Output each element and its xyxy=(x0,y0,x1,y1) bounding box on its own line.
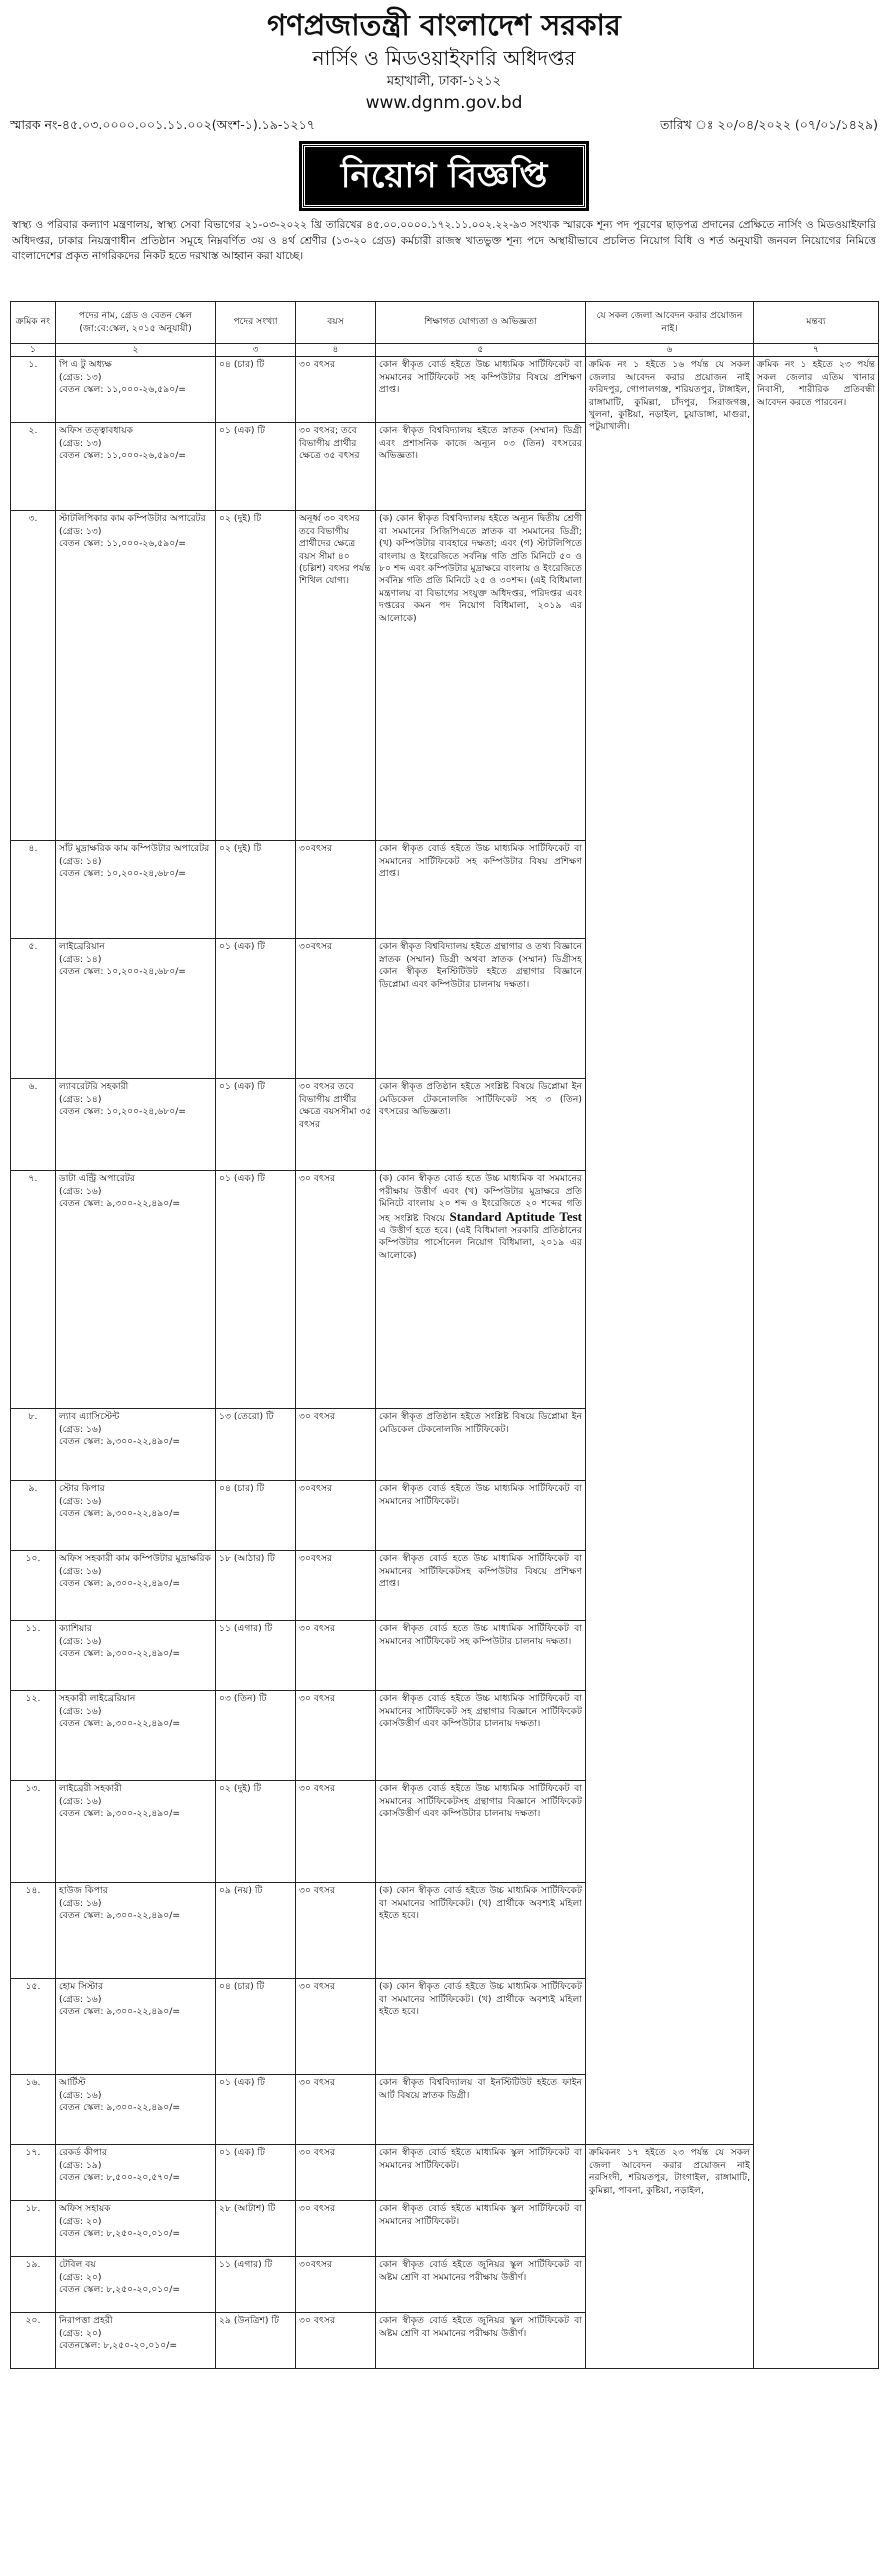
age-cell: ৩০ বৎসর; তবে বিভাগীয় প্রার্থীর ক্ষেত্রে ৩৫ বৎসর xyxy=(296,423,376,511)
count-cell: ০১ (এক) টি xyxy=(216,423,296,511)
age-cell: ৩০ বৎসর xyxy=(296,2145,376,2201)
post-cell xyxy=(56,1551,216,1621)
post-scale: বেতন স্কেল: ৮,৫০০-২০,৫৭০/= xyxy=(59,2172,181,2184)
post-scale: বেতন স্কেল: ৯,৩০০-২২,৪৯০/= xyxy=(59,1578,181,1590)
post-grade: (গ্রেড: ১৪) xyxy=(59,953,102,965)
colnum: ২ xyxy=(56,344,216,357)
serial-cell: ৬. xyxy=(11,1079,56,1171)
qualification-cell: কোন স্বীকৃত বোর্ড হতে উচ্চ মাধ্যমিক সার্টিফিকেট বা সমমানের সার্টিফিকেট সহ কম্পিউটার চালনায় দক্ষতা। xyxy=(376,1621,586,1691)
count-cell: ০১ (এক) টি xyxy=(216,1171,296,1409)
count-cell: ১৩ (তেরো) টি xyxy=(216,1409,296,1481)
post-grade: (গ্রেড: ২০) xyxy=(59,2271,102,2283)
post-grade: (গ্রেড: ১৪) xyxy=(59,855,102,867)
districts-group2-cell: ক্রমিকনং ১৭ হইতে ২৩ পর্যন্ত যে সকল জেলা আবেদন করার প্রয়োজন নাই নরসিংদী, শরিয়তপুর, টাংগাইল, রাঙ্গামাটি, কুমিল্লা, পাবনা, কুষ্টিয়া, নড়াইল, xyxy=(586,2145,754,2369)
colnum: ৫ xyxy=(376,344,586,357)
qualification-cell: কোন স্বীকৃত বোর্ড হইতে মাধ্যমিক স্কুল সার্টিফিকেট বা সমমানের সার্টিফিকেট। xyxy=(376,2201,586,2257)
post-cell xyxy=(56,1171,216,1409)
post-name: লাইব্রেরী সহকারী xyxy=(59,1783,122,1795)
count-cell: ০৪ (চার) টি xyxy=(216,1979,296,2075)
qualification-cell: কোন স্বীকৃত বোর্ড হইতে উচ্চ মাধ্যমিক সার্টিফিকেট বা সমমানের সার্টিফিকেটসহ গ্রন্থাগার বিজ্ঞানে সার্টিফিকেট কোর্সউত্তীর্ণ এবং কম্পিউটার চালনায় দক্ষতা। xyxy=(376,1781,586,1883)
header-serial: ক্রমিক নং xyxy=(11,302,56,344)
age-cell: ৩০ বৎসর xyxy=(296,1883,376,1979)
age-cell: ৩০ বৎসর xyxy=(296,2201,376,2257)
serial-cell: ২. xyxy=(11,423,56,511)
age-cell: ৩০বৎসর xyxy=(296,1481,376,1551)
post-scale: বেতন স্কেল: ৯,৩০০-২২,৪৯০/= xyxy=(59,1648,181,1660)
header-remarks: মন্তব্য xyxy=(754,302,879,344)
post-scale: বেতন স্কেল: ৮,২৫০-২০,০১০/= xyxy=(59,2284,181,2296)
age-cell: ৩০ বৎসর xyxy=(296,1781,376,1883)
post-scale: বেতন স্কেল: ৯,৩০০-২২,৪৯০/= xyxy=(59,1718,181,1730)
age-cell: ৩০ বৎসর তবে বিভাগীয় প্রার্থীর ক্ষেত্রে বয়সসীমা ৩৫ বৎসর xyxy=(296,1079,376,1171)
post-name: সাঁট মুদ্রাক্ষরিক কাম কম্পিউটার অপারেটর xyxy=(59,843,210,855)
post-name: পি এ টু অধ্যক্ষ xyxy=(59,359,112,371)
post-grade: (গ্রেড: ১৬) xyxy=(59,1423,102,1435)
serial-cell: ৭. xyxy=(11,1171,56,1409)
post-grade: (গ্রেড: ২০) xyxy=(59,2215,102,2227)
qualification-cell: (ক) কোন স্বীকৃত বোর্ড হইতে উচ্চ মাধ্যমিক সার্টিফিকেট বা সমমানের সার্টিফিকেট। (খ) প্রার্থীকে অবশ্যই মহিলা হইতে হবে। xyxy=(376,1883,586,1979)
post-cell xyxy=(56,2075,216,2145)
post-name: ক্যাশিয়ার xyxy=(59,1623,92,1635)
age-cell: ৩০ বৎসর xyxy=(296,1409,376,1481)
memo-number: স্মারক নং-৪৫.০৩.০০০০.০০১.১১.০০২(অংশ-১).১৯-১২১৭ xyxy=(10,117,315,132)
post-name: ডাটা এন্ট্রি অপারেটর xyxy=(59,1173,135,1185)
qualification-text-a: (ক) কোন স্বীকৃত বোর্ড হতে উচ্চ মাধ্যমিক বা সমমানের পরীক্ষায় উত্তীর্ণ এবং (খ) কম্পিউটার মুদ্রাক্ষরে প্রতি মিনিটে বাংলায় ২০ শব্দ ও ইংরেজিতে ২০ শব্দের গতি সহ সংশ্লিষ্ট বিষয়ে xyxy=(379,1173,582,1224)
count-cell: ০২ (দুই) টি xyxy=(216,511,296,841)
post-cell xyxy=(56,357,216,423)
post-name: হোম সিস্টার xyxy=(59,1981,103,1993)
post-grade: (গ্রেড: ১৬) xyxy=(59,1897,102,1909)
count-cell: ০১ (এক) টি xyxy=(216,2075,296,2145)
header-post: পদের নাম, গ্রেড ও বেতন স্কেল (জা:বে:স্কেল, ২০১৫ অনুযায়ী) xyxy=(56,302,216,344)
standard-aptitude-test: Standard Aptitude Test xyxy=(449,1208,582,1224)
age-cell: অনূর্ধ্ব ৩০ বৎসর তবে বিভাগীয় প্রার্থীদের ক্ষেত্রে বয়স সীমা ৪০ (চল্লিশ) বৎসর পর্যন্ত শিথিল যোগ্য। xyxy=(296,511,376,841)
post-name: নিরাপত্তা প্রহরী xyxy=(59,2315,113,2327)
colnum: ৬ xyxy=(586,344,754,357)
post-scale: বেতন স্কেল: ৯,৩০০-২২,৪৯০/= xyxy=(59,1198,181,1210)
post-scale: বেতন স্কেল: ৯,৩০০-২২,৪৯০/= xyxy=(59,2006,181,2018)
count-cell: ০৪ (চার) টি xyxy=(216,1481,296,1551)
header-districts: যে সকল জেলা আবেদন করার প্রয়োজন নাই। xyxy=(586,302,754,344)
post-scale: বেতন স্কেল: ১০,২০০-২৪,৬৮০/= xyxy=(59,868,186,880)
post-scale: বেতন স্কেল: ১০,২০০-২৪,৬৮০/= xyxy=(59,966,186,978)
serial-cell: ১৭. xyxy=(11,2145,56,2201)
post-cell xyxy=(56,1079,216,1171)
post-scale: বেতন স্কেল: ৯,৩০০-২২,৪৯০/= xyxy=(59,1508,181,1520)
qualification-cell: কোন স্বীকৃত বোর্ড হইতে জুনিয়র স্কুল সার্টিফিকেট বা অষ্টম শ্রেণি বা সমমানের পরীক্ষায় উত্তীর্ণ। xyxy=(376,2313,586,2369)
count-cell: ২৮ (আটাশ) টি xyxy=(216,2201,296,2257)
count-cell: ১১ (এগার) টি xyxy=(216,2257,296,2313)
post-name: রেকর্ড কীপার xyxy=(59,2147,107,2159)
post-grade: (গ্রেড: ১৬) xyxy=(59,1185,102,1197)
post-grade: (গ্রেড: ১৬) xyxy=(59,1495,102,1507)
post-cell xyxy=(56,2201,216,2257)
qualification-cell: (ক) কোন স্বীকৃত বোর্ড হইতে উচ্চ মাধ্যমিক সার্টিফিকেট বা সমমানের সার্টিফিকেট। (খ) প্রার্থীকে অবশ্যই মহিলা হইতে হবে। xyxy=(376,1979,586,2075)
serial-cell: ১৪. xyxy=(11,1883,56,1979)
serial-cell: ১৩. xyxy=(11,1781,56,1883)
count-cell: ০১ (এক) টি xyxy=(216,1079,296,1171)
post-cell xyxy=(56,2313,216,2369)
serial-cell: ৩. xyxy=(11,511,56,841)
age-cell: ৩০ বৎসর xyxy=(296,357,376,423)
count-cell: ২৯ (উনত্রিশ) টি xyxy=(216,2313,296,2369)
post-cell xyxy=(56,1691,216,1781)
post-name: স্টাটলিপিকার কাম কম্পিউটার অপারেটর xyxy=(59,513,206,525)
qualification-cell: কোন স্বীকৃত বোর্ড হইতে উচ্চ মাধ্যমিক সার্টিফিকেট বা সমমানের সার্টিফিকেট সহ গ্রন্থাগার বিজ্ঞানে সার্টিফিকেট কোর্সউত্তীর্ণ এবং কম্পিউটার চালনায় দক্ষতা। xyxy=(376,1691,586,1781)
post-grade: (গ্রেড: ১৩) xyxy=(59,437,102,449)
qualification-cell: কোন স্বীকৃত বোর্ড হইতে জুনিয়র স্কুল সার্টিফিকেট বা অষ্টম শ্রেণি বা সমমানের পরীক্ষায় উত্তীর্ণ। xyxy=(376,2257,586,2313)
qualification-cell: কোন স্বীকৃত প্রতিষ্ঠান হইতে সংশ্লিষ্ট বিষয়ে ডিপ্লোমা ইন মেডিকেল টেকনোলজি সার্টিফিকেট সহ ৩ (তিন) বৎসরের অভিজ্ঞতা। xyxy=(376,1079,586,1171)
serial-cell: ১১. xyxy=(11,1621,56,1691)
serial-cell: ১. xyxy=(11,357,56,423)
qualification-text-b: এ উত্তীর্ণ হতে হবে। (এই বিধিমালা সরকারি প্রতিষ্ঠানের কম্পিউটার পার্সোনেল নিয়োগ বিধিমালা, ২০১৯ এর আলোকে) xyxy=(379,1225,582,1261)
post-grade: (গ্রেড: ১৬) xyxy=(59,1705,102,1717)
serial-cell: ৪. xyxy=(11,841,56,939)
qualification-cell: কোন স্বীকৃত বোর্ড হতে উচ্চ মাধ্যমিক সার্টিফিকেট বা সমমানের সার্টিফিকেটসহ কম্পিউটার বিষয়ে প্রশিক্ষণ প্রাপ্ত। xyxy=(376,1551,586,1621)
count-cell: ০১ (এক) টি xyxy=(216,2145,296,2201)
serial-cell: ৮. xyxy=(11,1409,56,1481)
age-cell: ৩০ বৎসর xyxy=(296,1171,376,1409)
post-cell xyxy=(56,1481,216,1551)
post-grade: (গ্রেড: ১৪) xyxy=(59,1093,102,1105)
post-cell xyxy=(56,1409,216,1481)
post-cell xyxy=(56,1781,216,1883)
colnum: ৪ xyxy=(296,344,376,357)
post-grade: (গ্রেড: ১৬) xyxy=(59,1565,102,1577)
age-cell: ৩০ বৎসর xyxy=(296,2313,376,2369)
banner-wrap xyxy=(0,144,888,206)
post-name: লাইব্রেরিয়ান xyxy=(59,941,105,953)
post-grade: (গ্রেড: ১৬) xyxy=(59,1795,102,1807)
vacancy-table xyxy=(10,301,879,2369)
age-cell: ৩০ বৎসর xyxy=(296,1691,376,1781)
serial-cell: ২০. xyxy=(11,2313,56,2369)
serial-cell: ১৯. xyxy=(11,2257,56,2313)
age-cell: ৩০ বৎসর xyxy=(296,2075,376,2145)
count-cell: ০২ (দুই) টি xyxy=(216,1781,296,1883)
colnum: ১ xyxy=(11,344,56,357)
count-cell: ০৪ (চার) টি xyxy=(216,357,296,423)
qualification-cell: কোন স্বীকৃত বোর্ড হইতে মাধ্যমিক স্কুল সার্টিফিকেট বা সমমানের সার্টিফিকেট। xyxy=(376,2145,586,2201)
age-cell: ৩০বৎসর xyxy=(296,939,376,1079)
serial-cell: ১০. xyxy=(11,1551,56,1621)
age-cell: ৩০বৎসর xyxy=(296,841,376,939)
post-cell xyxy=(56,1979,216,2075)
count-cell: ১১ (এগার) টি xyxy=(216,1621,296,1691)
post-grade: (গ্রেড: ১৬) xyxy=(59,1635,102,1647)
office-address: মহাখালী, ঢাকা-১২১২ xyxy=(386,74,502,89)
header-age: বয়স xyxy=(296,302,376,344)
serial-cell: ৫. xyxy=(11,939,56,1079)
post-name: হাউজ কিপার xyxy=(59,1885,108,1897)
post-cell xyxy=(56,2145,216,2201)
intro-paragraph: স্বাস্থ্য ও পরিবার কল্যাণ মন্ত্রণালয়, স্বাস্থ্য সেবা বিভাগের ২১-০৩-২০২২ খ্রি তারিখের ৪৫.০০.০০০০.১৭২.১১.০০২.২২-৯৩ সংখ্যক স্মারকে শূন্য পদ পূরণের ছাড়পত্র প্রদানের প্রেক্ষিতে নার্সিং ও মিডওয়াইফারি অধিদপ্তর, ঢাকার নিয়ন্ত্রণাধীন প্রতিষ্ঠান সমূহে নিম্নবর্ণিত ৩য় ও ৪র্থ শ্রেণীর (১৩-২০ গ্রেড) কর্মচারী রাজস্ব খাতভুক্ত শূন্য পদে অস্থায়ীভাবে প্রচলিত নিয়োগ বিধি ও শর্ত অনুযায়ী জনবল নিয়োগের নিমিত্তে বাংলাদেশের প্রকৃত নাগরিকদের নিকট হতে দরখাস্ত আহ্বান করা যাচ্ছে। xyxy=(12,219,876,262)
memo-row xyxy=(10,114,878,136)
post-scale: বেতন স্কেল: ৯,৩০০-২২,৪৯০/= xyxy=(59,1436,181,1448)
post-name: সহকারী লাইব্রেরিয়ান xyxy=(59,1693,136,1705)
count-cell: ১৮ (আঠার) টি xyxy=(216,1551,296,1621)
remarks-cell: ক্রমিক নং ১ হইতে ২৩ পর্যন্ত সকল জেলার এতিম খানার নিবাসী, শারীরিক প্রতিবন্ধী আবেদন করতে পারবেন। xyxy=(754,357,879,2369)
post-cell xyxy=(56,1883,216,1979)
age-cell: ৩০ বৎসর xyxy=(296,1979,376,2075)
qualification-cell: কোন স্বীকৃত বোর্ড হইতে উচ্চ মাধ্যমিক সার্টিফিকেট বা সমমানের সার্টিফিকেট সহ কম্পিউটার বিষয়ে প্রশিক্ষণ প্রাপ্ত। xyxy=(376,357,586,423)
post-cell xyxy=(56,423,216,511)
count-cell: ০৯ (নয়) টি xyxy=(216,1883,296,1979)
serial-cell: ৯. xyxy=(11,1481,56,1551)
post-cell xyxy=(56,939,216,1079)
post-name: স্টোর কিপার xyxy=(59,1483,105,1495)
post-cell xyxy=(56,511,216,841)
table-row xyxy=(11,357,879,423)
serial-cell: ১২. xyxy=(11,1691,56,1781)
age-cell: ৩০ বৎসর xyxy=(296,1621,376,1691)
qualification-cell: কোন স্বীকৃত বিশ্ববিদ্যালয় হইতে গ্রন্থাগার ও তথ্য বিজ্ঞানে স্নাতক (সম্মান) ডিগ্রী অথবা স্নাতক (সম্মান) ডিগ্রীসহ কোন স্বীকৃত ইনস্টিটিউট হইতে গ্রন্থাগার বিজ্ঞানে ডিপ্লোমা এবং কম্পিউটার চালনায় দক্ষতা। xyxy=(376,939,586,1079)
qualification-cell: কোন স্বীকৃত বিশ্ববিদ্যালয় হইতে স্নাতক (সম্মান) ডিগ্রী এবং প্রশাসনিক কাজে অন্যূন ০৩ (তিন) বৎসরের অভিজ্ঞতা। xyxy=(376,423,586,511)
post-scale: বেতনস্কেল: ৮,২৫০-২০,০১০/= xyxy=(59,2340,178,2352)
table-row xyxy=(11,2145,879,2201)
serial-cell: ১৫. xyxy=(11,1979,56,2075)
directorate-name: নার্সিং ও মিডওয়াইফারি অধিদপ্তর xyxy=(312,46,576,70)
post-cell xyxy=(56,2257,216,2313)
qualification-cell xyxy=(376,1171,586,1409)
post-scale: বেতন স্কেল: ১১,০০০-২৬,৫৯০/= xyxy=(59,450,186,462)
post-scale: বেতন স্কেল: ১০,২০০-২৪,৬৮০/= xyxy=(59,1106,186,1118)
letterhead xyxy=(0,6,888,114)
post-scale: বেতন স্কেল: ৮,২৫০-২০,০১০/= xyxy=(59,2228,181,2240)
memo-date: তারিখ ঃ ২০/০৪/২০২২ (০৭/০১/১৪২৯) xyxy=(660,117,878,132)
qualification-cell: কোন স্বীকৃত বোর্ড হইতে উচ্চ মাধ্যমিক সার্টিফিকেট বা সমমানের সার্টিফিকেট সহ কম্পিউটার বিষয় প্রশিক্ষণ প্রাপ্ত। xyxy=(376,841,586,939)
post-name: অফিস সহকারী কাম কম্পিউটার মুদ্রাক্ষরিক xyxy=(59,1553,211,1565)
header-qualification: শিক্ষাগত যোগ্যতা ও অভিজ্ঞতা xyxy=(376,302,586,344)
qualification-cell: কোন স্বীকৃত বোর্ড হইতে উচ্চ মাধ্যমিক সার্টিফিকেট বা সমমানের সার্টিফিকেট। xyxy=(376,1481,586,1551)
post-grade: (গ্রেড: ১৩) xyxy=(59,525,102,537)
age-cell: ৩০বৎসর xyxy=(296,1551,376,1621)
post-grade: (গ্রেড: ১৬) xyxy=(59,2089,102,2101)
count-cell: ০২ (দুই) টি xyxy=(216,841,296,939)
post-name: টেবিল বয় xyxy=(59,2259,96,2271)
government-title: গণপ্রজাতন্ত্রী বাংলাদেশ সরকার xyxy=(267,8,621,42)
post-scale: বেতন স্কেল: ১১,০০০-২৬,৫৯০/= xyxy=(59,538,186,550)
table-header-row xyxy=(11,302,879,344)
post-scale: বেতন স্কেল: ১১,০০০-২৬,৫৯০/= xyxy=(59,384,186,396)
post-name: অফিস সহায়ক xyxy=(59,2203,111,2215)
post-name: আর্টিস্ট xyxy=(59,2077,86,2089)
post-scale: বেতন স্কেল: ৯,৩০০-২২,৪৯০/= xyxy=(59,2102,181,2114)
serial-cell: ১৮. xyxy=(11,2201,56,2257)
post-name: ল্যাবরেটরি সহকারী xyxy=(59,1081,129,1093)
post-grade: (গ্রেড: ১৯) xyxy=(59,2159,102,2171)
column-number-row xyxy=(11,344,879,357)
serial-cell: ১৬. xyxy=(11,2075,56,2145)
header-count: পদের সংখ্যা xyxy=(216,302,296,344)
post-grade: (গ্রেড: ১৬) xyxy=(59,1993,102,2005)
qualification-cell: কোন স্বীকৃত প্রতিষ্ঠান হইতে সংশ্লিষ্ট বিষয়ে ডিপ্লোমা ইন মেডিকেল টেকনোলজি সার্টিফিকেট। xyxy=(376,1409,586,1481)
districts-group1-cell: ক্রমিক নং ১ হইতে ১৬ পর্যন্ত যে সকল জেলার আবেদন করার প্রয়োজন নাই ফরিদপুর, গোপালগঞ্জ, শরিয়তপুর, টাঙ্গাইল, রাঙ্গামাটি, কুমিল্লা, চাঁদপুর, সিরাজগঞ্জ, খুলনা, কুষ্টিয়া, নড়াইল, চুয়াডাঙ্গা, মাগুরা, পটুয়াখালী। xyxy=(586,357,754,2145)
age-cell: ৩০বৎসর xyxy=(296,2257,376,2313)
count-cell: ০১ (এক) টি xyxy=(216,939,296,1079)
post-name: অফিস তত্ত্বাবধায়ক xyxy=(59,425,134,437)
post-grade: (গ্রেড: ১৩) xyxy=(59,371,102,383)
post-grade: (গ্রেড: ২০) xyxy=(59,2327,102,2339)
qualification-cell: কোন স্বীকৃত বিশ্ববিদ্যালয় বা ইনস্টিটিউট হইতে ফাইন আর্ট বিষয়ে স্নাতক ডিগ্রী। xyxy=(376,2075,586,2145)
post-cell xyxy=(56,1621,216,1691)
post-scale: বেতন স্কেল: ৯,৩০০-২২,৪৯০/= xyxy=(59,1910,181,1922)
post-cell xyxy=(56,841,216,939)
post-name: ল্যাব এ্যাসিস্টেন্ট xyxy=(59,1411,120,1423)
recruitment-notice-banner: নিয়োগ বিজ্ঞপ্তি xyxy=(302,144,587,208)
qualification-cell: (ক) কোন স্বীকৃত বিশ্ববিদ্যালয় হইতে অন্যূন দ্বিতীয় শ্রেণী বা সমমানের সিজিপিএতে স্নাতক বা সমমানের ডিগ্রী; (খ) কম্পিউটার ব্যবহারে দক্ষতা; এবং (গ) স্টাটলিপিতে বাংলায় ও ইংরেজিতে সর্বনিম্ন গতি প্রতি মিনিটে ৫০ ও ৮০ শব্দ এবং কম্পিউটার মুদ্রাক্ষরে বাংলায় ও ইংরেজিতে সর্বনিম্ন গতি প্রতি মিনিটে ২৫ ও ৩০শব্দ। (এই বিধিমালা মন্ত্রণালয় বা বিভাগের সংযুক্ত অধিদপ্তর, পরিদপ্তর এবং দপ্তরের কমন পদ নিয়োগ বিধিমালা, ২০১৯ এর আলোকে) xyxy=(376,511,586,841)
post-scale: বেতন স্কেল: ৯,৩০০-২২,৪৯০/= xyxy=(59,1808,181,1820)
colnum: ৩ xyxy=(216,344,296,357)
colnum: ৭ xyxy=(754,344,879,357)
website-link[interactable]: www.dgnm.gov.bd xyxy=(365,93,523,113)
count-cell: ০৩ (তিন) টি xyxy=(216,1691,296,1781)
